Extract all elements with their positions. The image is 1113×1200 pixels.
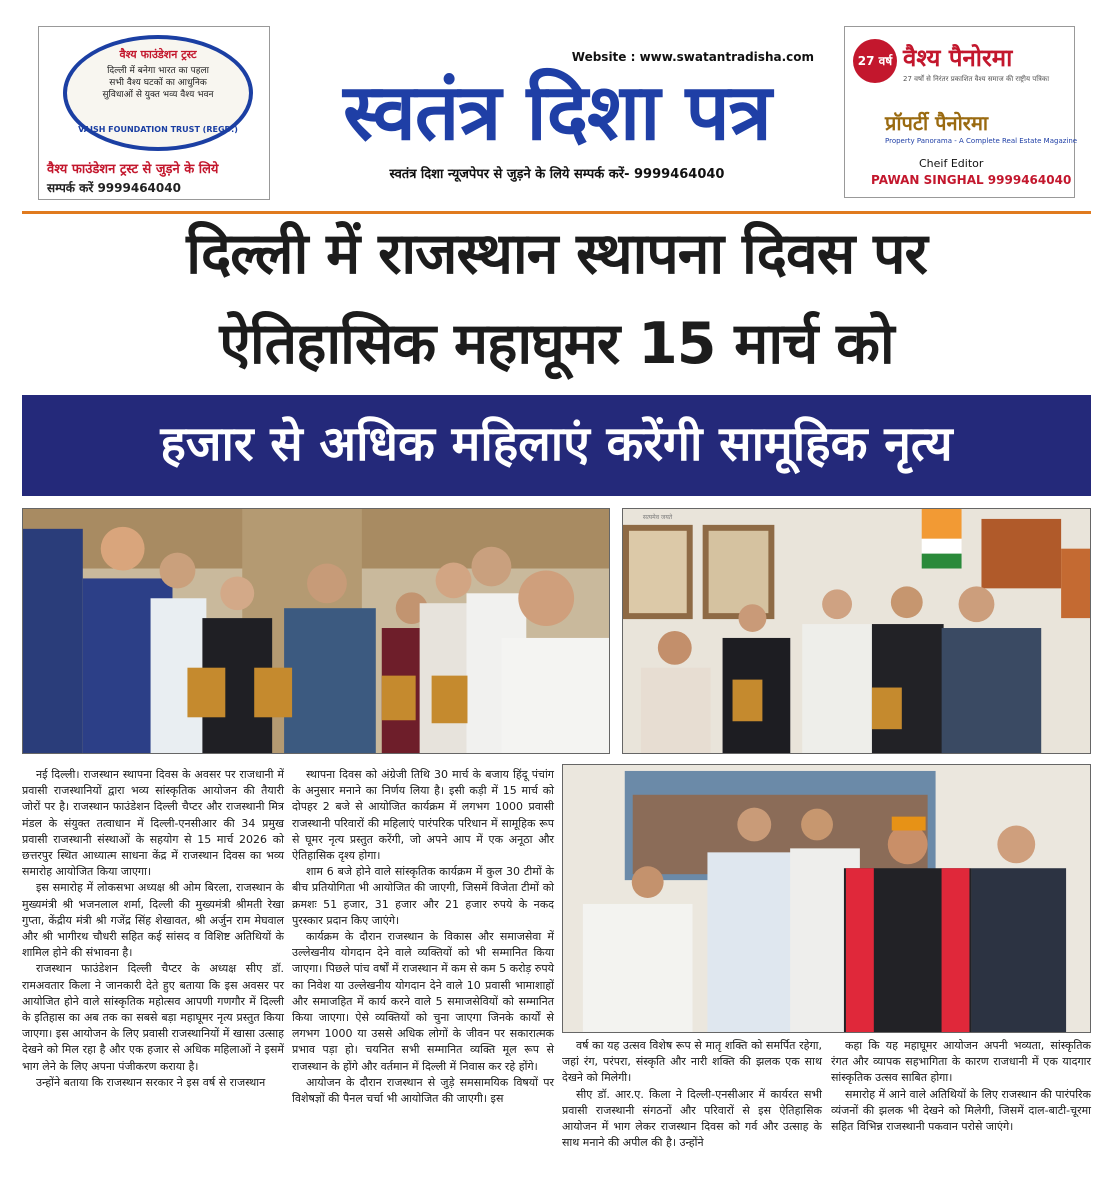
article-paragraph: कहा कि यह महाघूमर आयोजन अपनी भव्यता, सांस्कृतिक रंगत और व्यापक सहभागिता के कारण राजधानी में एक यादगार सांस्कृतिक उत्सव साबित होगा। [831, 1039, 1091, 1085]
newspaper-title: स्वतंत्र दिशा पत्र [343, 67, 771, 158]
article-paragraph: आयोजन के दौरान राजस्थान से जुड़े समसामयिक विषयों पर विशेषज्ञों की पैनल चर्चा भी आयोजित की जाएगी। इस [292, 1075, 554, 1106]
article-column-3 [562, 1038, 822, 1151]
article-column-2 [292, 767, 554, 1107]
article-paragraph: शाम 6 बजे होने वाले सांस्कृतिक कार्यक्रम में कुल 30 टीमों के बीच प्रतियोगिता भी आयोजित की जाएगी, जिसमें विजेता टीमों को क्रमशः 51 हजार, 31 हजार और 21 हजार रुपये के नकद पुरस्कार प्रदान किए जाएंगे। [292, 865, 554, 927]
article-column-1 [22, 767, 284, 1091]
panorama-tagline: 27 वर्षों से निरंतर प्रकाशित वैश्य समाज की राष्ट्रीय पत्रिका [903, 75, 1050, 83]
article-paragraph: कार्यक्रम के दौरान राजस्थान के विकास और समाजसेवा में उल्लेखनीय योगदान देने वाले व्यक्तियों को भी सम्मानित किया जाएगा। पिछले पांच वर्षों में राजस्थान में कम से कम 5 करोड़ रुपये का निवेश या उल्लेखनीय योगदान देने वाले 10 प्रवासी भामाशाहों और समाजहित में कार्य करने वाले 5 समाजसेवियों को सम्मानित किया जाएगा। ऐसे व्यक्तियों को चुना जाएगा जिनके कार्यों से लगभग 1000 या उससे अधिक लोगों के जीवन पर सकारात्मक प्रभाव पड़ा हो। चयनित सभी सम्मानित व्यक्ति मूल रूप से राजस्थान के होंगे और वर्तमान में दिल्ली में निवास कर रहे होंगे। [292, 930, 555, 1073]
editor-label: Cheif Editor [919, 157, 984, 170]
website-url: Website : www.swatantradisha.com [571, 50, 814, 64]
vaish-foundation-ad [38, 26, 270, 200]
article-paragraph: समारोह में आने वाले अतिथियों के लिए राजस्थान की पारंपरिक व्यंजनों की झलक भी देखने को मिलेगी, जिसमें दाल-बाटी-चूरमा सहित विभिन्न राजस्थानी पकवान परोसे जाएंगे। [831, 1087, 1091, 1134]
subheadline: हजार से अधिक महिलाएं करेंगी सामूहिक नृत्य [160, 416, 953, 472]
vaish-panorama-ad [844, 26, 1078, 198]
article-paragraph: उन्होंने बताया कि राजस्थान सरकार ने इस वर्ष से राजस्थान [36, 1075, 266, 1089]
article-paragraph: वर्ष का यह उत्सव विशेष रूप से मातृ शक्ति को समर्पित रहेगा, जहां रंग, परंपरा, संस्कृति और नारी शक्ति की झलक एक साथ देखने को मिलेगी। [562, 1039, 822, 1085]
vaish-foundation-seal [63, 35, 253, 151]
article-paragraph: इस समारोह में लोकसभा अध्यक्ष श्री ओम बिरला, राजस्थान के मुख्यमंत्री श्री भजनलाल शर्मा, दिल्ली की मुख्यमंत्री श्रीमती रेखा गुप्ता, केंद्रीय मंत्री श्री गजेंद्र सिंह शेखावत, श्री अर्जुन राम मेघवाल और श्री भागीरथ चौधरी सहित कई सांसद व विशिष्ट अतिथियों के शामिल होने की संभावना है। [22, 881, 284, 960]
article-paragraph: नई दिल्ली। राजस्थान स्थापना दिवस के अवसर पर राजधानी में प्रवासी राजस्थानियों द्वारा भव्य सांस्कृतिक आयोजन की तैयारी जोरों पर है। राजस्थान फाउंडेशन दिल्ली चैप्टर और राजस्थानी मित्र मंडल के संयुक्त तत्वाधान में दिल्ली-एनसीआर की 34 प्रमुख प्रवासी राजस्थानी संस्थाओं के सहयोग से 15 मार्च 2026 को छत्तरपुर स्थित आध्यात्म साधना केंद्र में राजस्थान दिवस का भव्य समारोह आयोजित किया जाएगा। [22, 768, 284, 879]
masthead [292, 24, 822, 194]
article-column-4 [831, 1038, 1091, 1135]
headline-line2: ऐतिहासिक महाघूमर 15 मार्च को [219, 311, 894, 377]
article-paragraph: स्थापना दिवस को अंग्रेजी तिथि 30 मार्च के बजाय हिंदू पंचांग के अनुसार मनाने का निर्णय लिया है। इसी कड़ी में 15 मार्च को दोपहर 2 बजे से आयोजित कार्यक्रम में लगभग 1000 प्रवासी राजस्थानी परिवारों की महिलाएं पारंपरिक परिधान में सामूहिक रूप से घूमर नृत्य प्रस्तुत करेंगी, जो अपने आप में एक अनूठा और ऐतिहासिक दृश्य होगा। [292, 768, 554, 863]
seal-title: वैश्य फाउंडेशन ट्रस्ट [119, 48, 197, 61]
headline-line1: दिल्ली में राजस्थान स्थापना दिवस पर [186, 221, 927, 287]
seal-body: दिल्ली में बनेगा भारत का पहला सभी वैश्य घटकों का आधुनिक सुविधाओं से युक्त भव्य वैश्य भवन [102, 66, 214, 100]
article-paragraph: सीए डॉ. आर.ए. किला ने दिल्ली-एनसीआर में कार्यरत सभी प्रवासी राजस्थानी संगठनों और परिवारों से इस ऐतिहासिक आयोजन में भाग लेकर राजस्थान दिवस को गर्व और उत्साह के साथ मनाने की अपील की है। उन्होंने [562, 1087, 822, 1150]
subheadline-banner [22, 395, 1091, 496]
editor-name: PAWAN SINGHAL 9999464040 [871, 173, 1072, 187]
masthead-contact: स्वतंत्र दिशा न्यूजपेपर से जुड़ने के लिये सम्पर्क करें- 9999464040 [389, 167, 725, 182]
photo-book-launch-1 [22, 508, 610, 754]
header-divider [22, 211, 1091, 214]
ad-left-line1: वैश्य फाउंडेशन ट्रस्ट से जुड़ने के लिये [47, 162, 219, 177]
anniversary-badge: 27 वर्ष [853, 39, 897, 83]
property-panorama-sub: Property Panorama - A Complete Real Estate Magazine [885, 137, 1078, 145]
property-panorama-brand: प्रॉपर्टी पैनोरमा [885, 111, 989, 135]
panorama-brand: वैश्य पैनोरमा [903, 44, 1013, 72]
article-paragraph: राजस्थान फाउंडेशन दिल्ली चैप्टर के अध्यक्ष सीए डॉ. रामअवतार किला ने जानकारी देते हुए बताया कि इस अवसर पर आयोजित होने वाले सांस्कृतिक महोत्सव आपणी गणगौर में दिल्ली के इतिहास का अब तक का सबसे बड़ा महाघूमर नृत्य प्रस्तुत किया जाएगा। इस आयोजन के लिए प्रवासी राजस्थानियों में खासा उत्साह देखने को मिल रहा है और एक हजार से अधिक महिलाओं ने इसमें भाग लेने के लिए अपना पंजीकरण कराया है। [22, 962, 284, 1073]
ad-left-line2: सम्पर्क करें 9999464040 [47, 181, 181, 195]
seal-ring-text: VAISH FOUNDATION TRUST (REGD.) [78, 125, 238, 134]
photo-felicitation [562, 764, 1091, 1033]
photo-book-launch-2 [622, 508, 1091, 754]
wall-emblem-label: सत्यमेव जयते [642, 513, 673, 521]
